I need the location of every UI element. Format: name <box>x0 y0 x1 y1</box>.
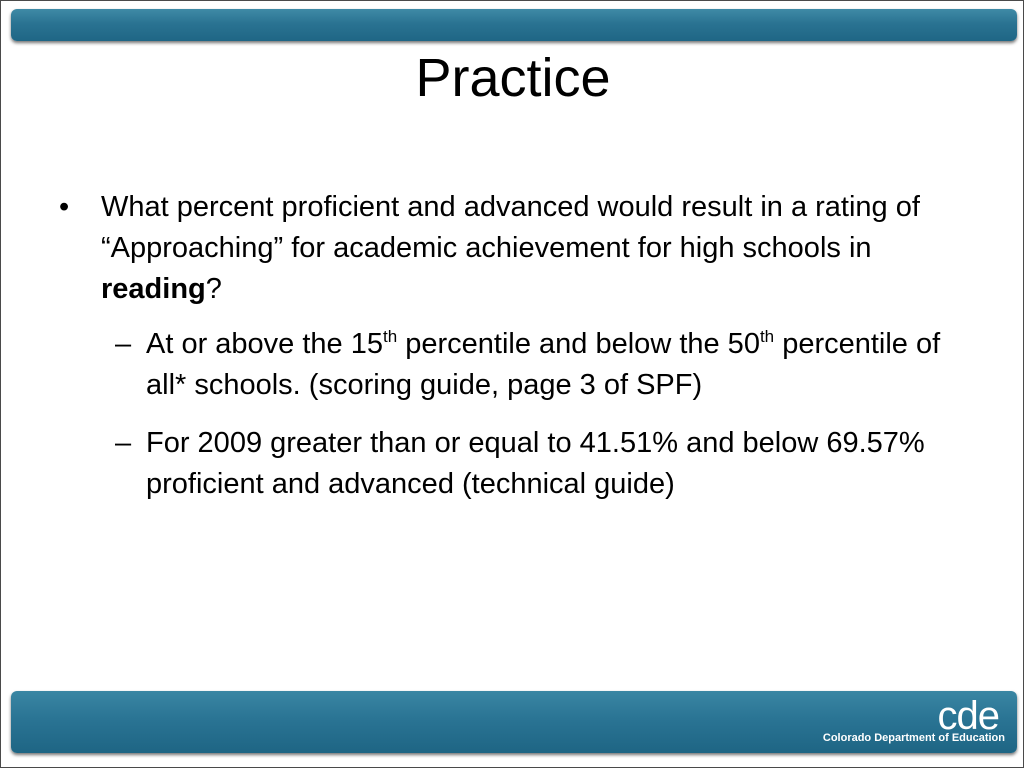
sub1-part1: At or above the 15 <box>146 328 383 360</box>
sub-bullet-2009 <box>57 423 957 505</box>
logo-mark: cde <box>937 694 999 738</box>
sub2-text: For 2009 greater than or equal to 41.51% and below 69.57% proficient and advanced (technical guide) <box>146 427 925 500</box>
logo-text: Colorado Department of Education <box>822 732 1005 744</box>
sub1-sup1: th <box>383 327 398 346</box>
dash-mark: – <box>115 328 132 360</box>
sub1-sup2: th <box>759 327 775 346</box>
dash-mark: – <box>115 427 132 459</box>
sub1-part3: percentile of all* schools. (scoring guide, page 3 of SPF) <box>146 328 941 401</box>
bullet-question <box>57 187 957 310</box>
sub1-part2: percentile and below the 50 <box>397 328 760 360</box>
cde-logo <box>793 694 1007 749</box>
sub-bullet-percentile <box>57 324 957 406</box>
slide-content <box>57 187 957 505</box>
bullet-mark: • <box>59 191 70 223</box>
question-end: ? <box>205 273 222 305</box>
header-bar <box>11 9 1017 41</box>
slide-title: Practice <box>415 48 611 108</box>
question-text: What percent proficient and advanced would result in a rating of “Approaching” for academic achievement for high schools in <box>101 191 920 264</box>
question-bold-word: reading <box>101 273 206 305</box>
